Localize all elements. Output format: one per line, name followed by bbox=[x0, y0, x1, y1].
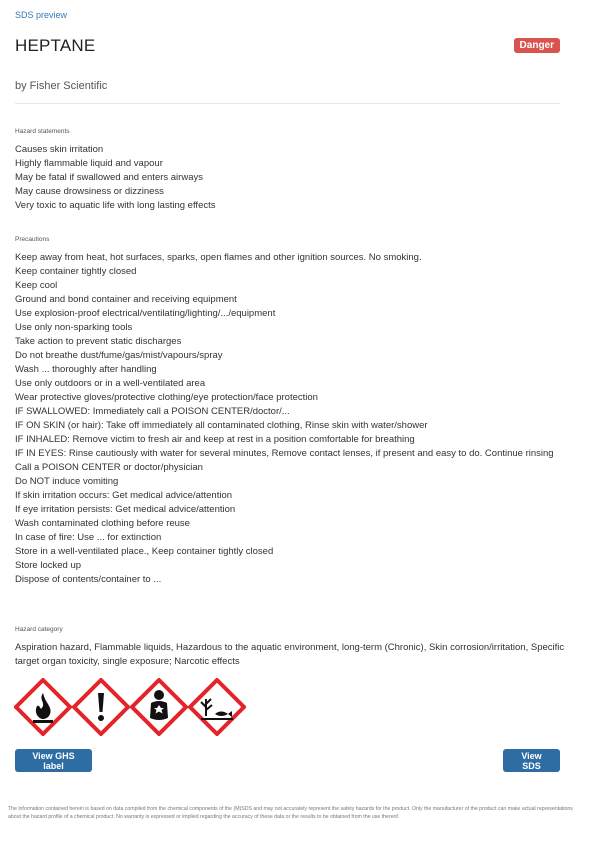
precaution-item: IF INHALED: Remove victim to fresh air and keep at rest in a position comfortable for breathing bbox=[15, 434, 415, 445]
hazard-statements-list bbox=[15, 143, 560, 213]
product-title: HEPTANE bbox=[15, 36, 96, 55]
environment-pictogram-icon bbox=[188, 678, 246, 736]
danger-badge: Danger bbox=[514, 38, 560, 53]
hazard-statement-item: Highly flammable liquid and vapour bbox=[15, 158, 163, 169]
view-ghs-label-button[interactable]: View GHS label bbox=[15, 749, 92, 772]
precaution-item: In case of fire: Use ... for extinction bbox=[15, 532, 162, 543]
hazard-statements-label: Hazard statements bbox=[15, 128, 70, 135]
precaution-item: Keep container tightly closed bbox=[15, 266, 137, 277]
hazard-statement-item: May cause drowsiness or dizziness bbox=[15, 186, 164, 197]
precaution-item: IF SWALLOWED: Immediately call a POISON CENTER/doctor/... bbox=[15, 406, 290, 417]
precaution-item: Use explosion-proof electrical/ventilating/lighting/.../equipment bbox=[15, 308, 276, 319]
manufacturer-byline: by Fisher Scientific bbox=[15, 80, 108, 92]
precaution-item: Call a POISON CENTER or doctor/physician bbox=[15, 462, 203, 473]
precaution-item: IF IN EYES: Rinse cautiously with water for several minutes, Remove contact lenses, if present and easy to do. Continue rinsing bbox=[15, 448, 554, 459]
precaution-item: Ground and bond container and receiving equipment bbox=[15, 294, 237, 305]
hazard-statement-item: May be fatal if swallowed and enters airways bbox=[15, 172, 203, 183]
precaution-item: Store locked up bbox=[15, 560, 82, 571]
precautions-label: Precautions bbox=[15, 236, 50, 243]
hazard-statement-item: Causes skin irritation bbox=[15, 144, 104, 155]
precaution-item: Take action to prevent static discharges bbox=[15, 336, 182, 347]
precaution-item: If eye irritation persists: Get medical advice/attention bbox=[15, 504, 236, 515]
health-hazard-pictogram-icon bbox=[130, 678, 188, 736]
flame-pictogram-icon bbox=[14, 678, 72, 736]
hazard-statement-item: Very toxic to aquatic life with long lasting effects bbox=[15, 200, 216, 211]
sds-preview-link[interactable]: SDS preview bbox=[15, 10, 68, 20]
exclamation-pictogram-icon bbox=[72, 678, 130, 736]
disclaimer-text: The information contained herein is based on data compiled from the chemical components of the (M)SDS and may not accurately represent the safety hazards for the product. Only the manufacturer of the product can make actual representations about the hazard profile of a chemical product. No warranty is expressed or implied regarding the accuracy of these data or the results to be obtained from the use thereof. bbox=[8, 806, 573, 820]
view-sds-button[interactable]: View SDS bbox=[503, 749, 560, 772]
hazard-category-text: Aspiration hazard, Flammable liquids, Hazardous to the aquatic environment, long-term (Chronic), Skin corrosion/irritation, Specific target organ toxicity, single exposure; Narcotic effects bbox=[15, 642, 565, 667]
precaution-item: Keep away from heat, hot surfaces, sparks, open flames and other ignition sources. No smoking. bbox=[15, 252, 422, 263]
precaution-item: Store in a well-ventilated place., Keep container tightly closed bbox=[15, 546, 274, 557]
precaution-item: Wear protective gloves/protective clothing/eye protection/face protection bbox=[15, 392, 318, 403]
precaution-item: Use only non-sparking tools bbox=[15, 322, 133, 333]
precaution-item: Wash contaminated clothing before reuse bbox=[15, 518, 190, 529]
precaution-item: Keep cool bbox=[15, 280, 58, 291]
header-divider bbox=[15, 103, 560, 104]
precautions-list bbox=[15, 251, 560, 587]
precaution-item: Do not breathe dust/fume/gas/mist/vapours/spray bbox=[15, 350, 223, 361]
precaution-item: Wash ... thoroughly after handling bbox=[15, 364, 157, 375]
precaution-item: Use only outdoors or in a well-ventilated area bbox=[15, 378, 206, 389]
hazard-category-label: Hazard category bbox=[15, 626, 63, 633]
precaution-item: Do NOT induce vomiting bbox=[15, 476, 119, 487]
precaution-item: Dispose of contents/container to ... bbox=[15, 574, 162, 585]
precaution-item: If skin irritation occurs: Get medical advice/attention bbox=[15, 490, 233, 501]
precaution-item: IF ON SKIN (or hair): Take off immediately all contaminated clothing, Rinse skin with water/shower bbox=[15, 420, 428, 431]
